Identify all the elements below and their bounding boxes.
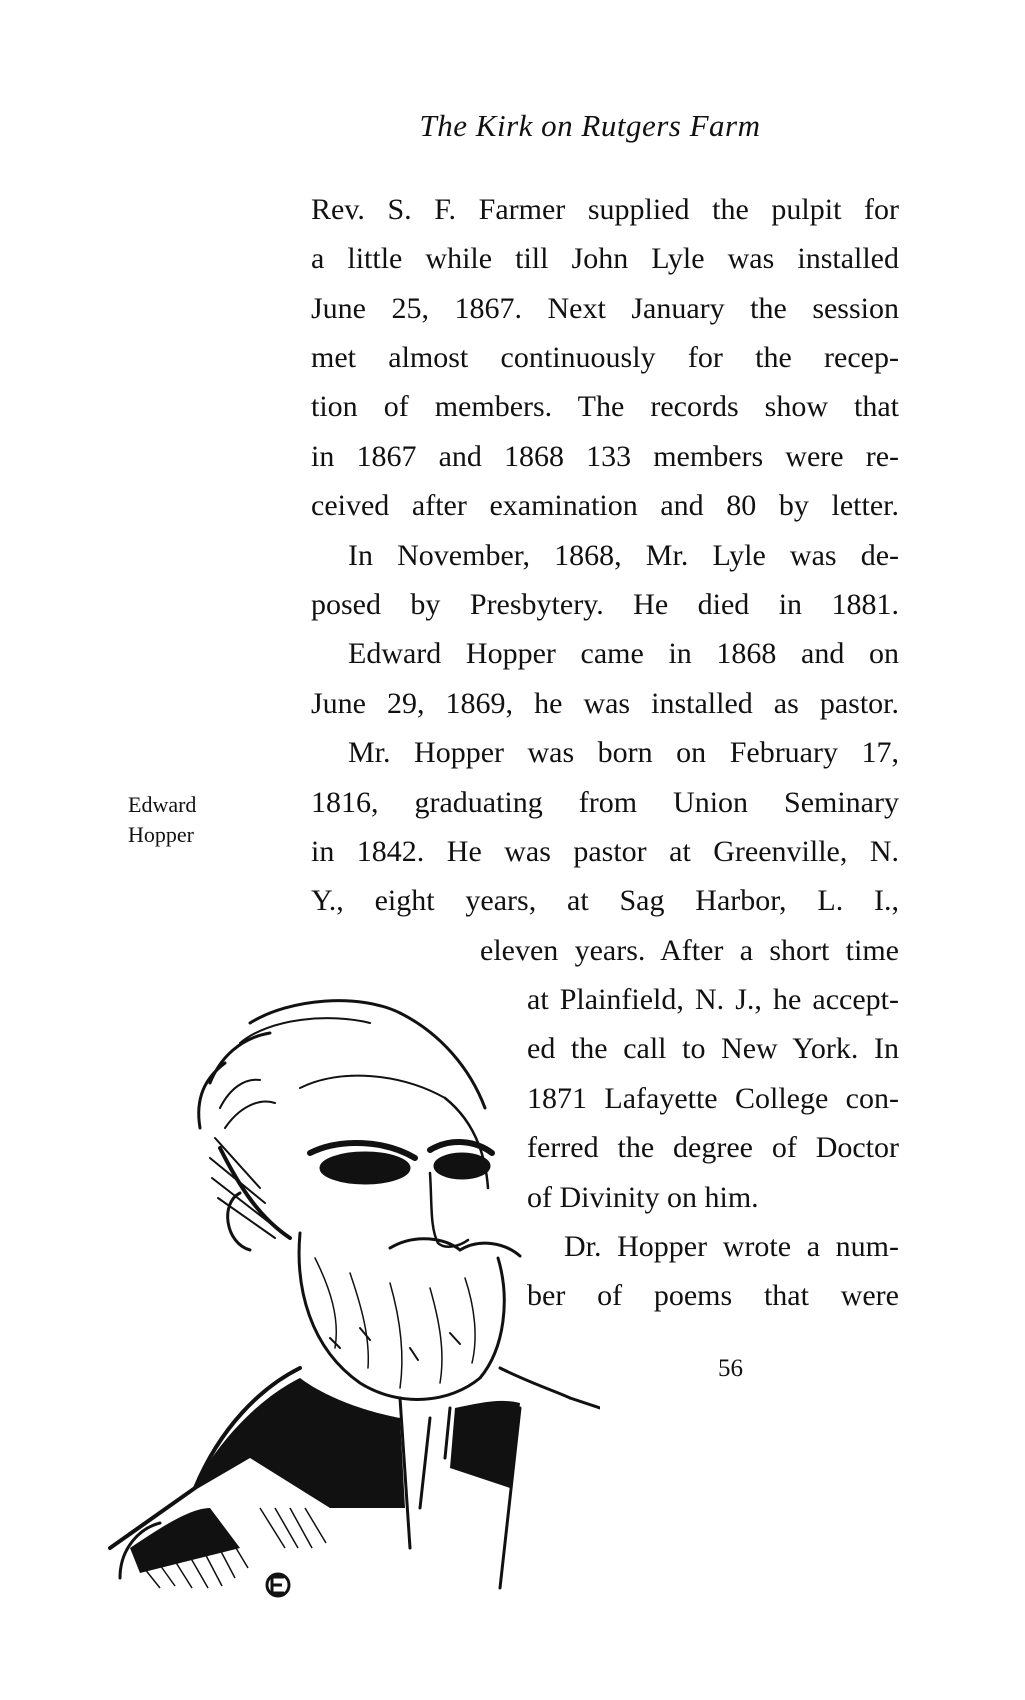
body-line: Rev. S. F. Farmer supplied the pulpit for	[311, 193, 899, 226]
body-line: at Plainfield, N. J., he accept-	[527, 983, 899, 1016]
page-number: 56	[718, 1355, 743, 1382]
body-line: of Divinity on him.	[527, 1181, 759, 1214]
body-line: tion of members. The records show that	[311, 390, 899, 423]
portrait-illustration	[100, 988, 600, 1608]
margin-note-line2: Hopper	[128, 822, 194, 847]
body-line: eleven years. After a short time	[480, 934, 899, 967]
body-line: met almost continuously for the recep-	[311, 341, 899, 374]
body-line: June 29, 1869, he was installed as pastor.	[311, 687, 899, 720]
body-line: a little while till John Lyle was installed	[311, 242, 899, 275]
body-line: ber of poems that were	[527, 1279, 899, 1312]
body-line: ed the call to New York. In	[527, 1032, 899, 1065]
body-line: Y., eight years, at Sag Harbor, L. I.,	[311, 884, 899, 917]
body-line: 1871 Lafayette College con-	[527, 1082, 899, 1115]
body-line: June 25, 1867. Next January the session	[311, 292, 899, 325]
running-head: The Kirk on Rutgers Farm	[419, 108, 761, 143]
body-line: Mr. Hopper was born on February 17,	[348, 736, 899, 769]
body-line: In November, 1868, Mr. Lyle was de-	[348, 539, 899, 572]
margin-note-line1: Edward	[128, 792, 197, 817]
body-line: posed by Presbytery. He died in 1881.	[311, 588, 899, 621]
body-line: ferred the degree of Doctor	[527, 1131, 899, 1164]
body-line: Edward Hopper came in 1868 and on	[348, 637, 899, 670]
body-line: 1816, graduating from Union Seminary	[311, 786, 899, 819]
body-line: Dr. Hopper wrote a num-	[564, 1230, 899, 1263]
body-line: ceived after examination and 80 by letter.	[311, 489, 899, 522]
body-line: in 1842. He was pastor at Greenville, N.	[311, 835, 899, 868]
body-line: in 1867 and 1868 133 members were re-	[311, 440, 899, 473]
